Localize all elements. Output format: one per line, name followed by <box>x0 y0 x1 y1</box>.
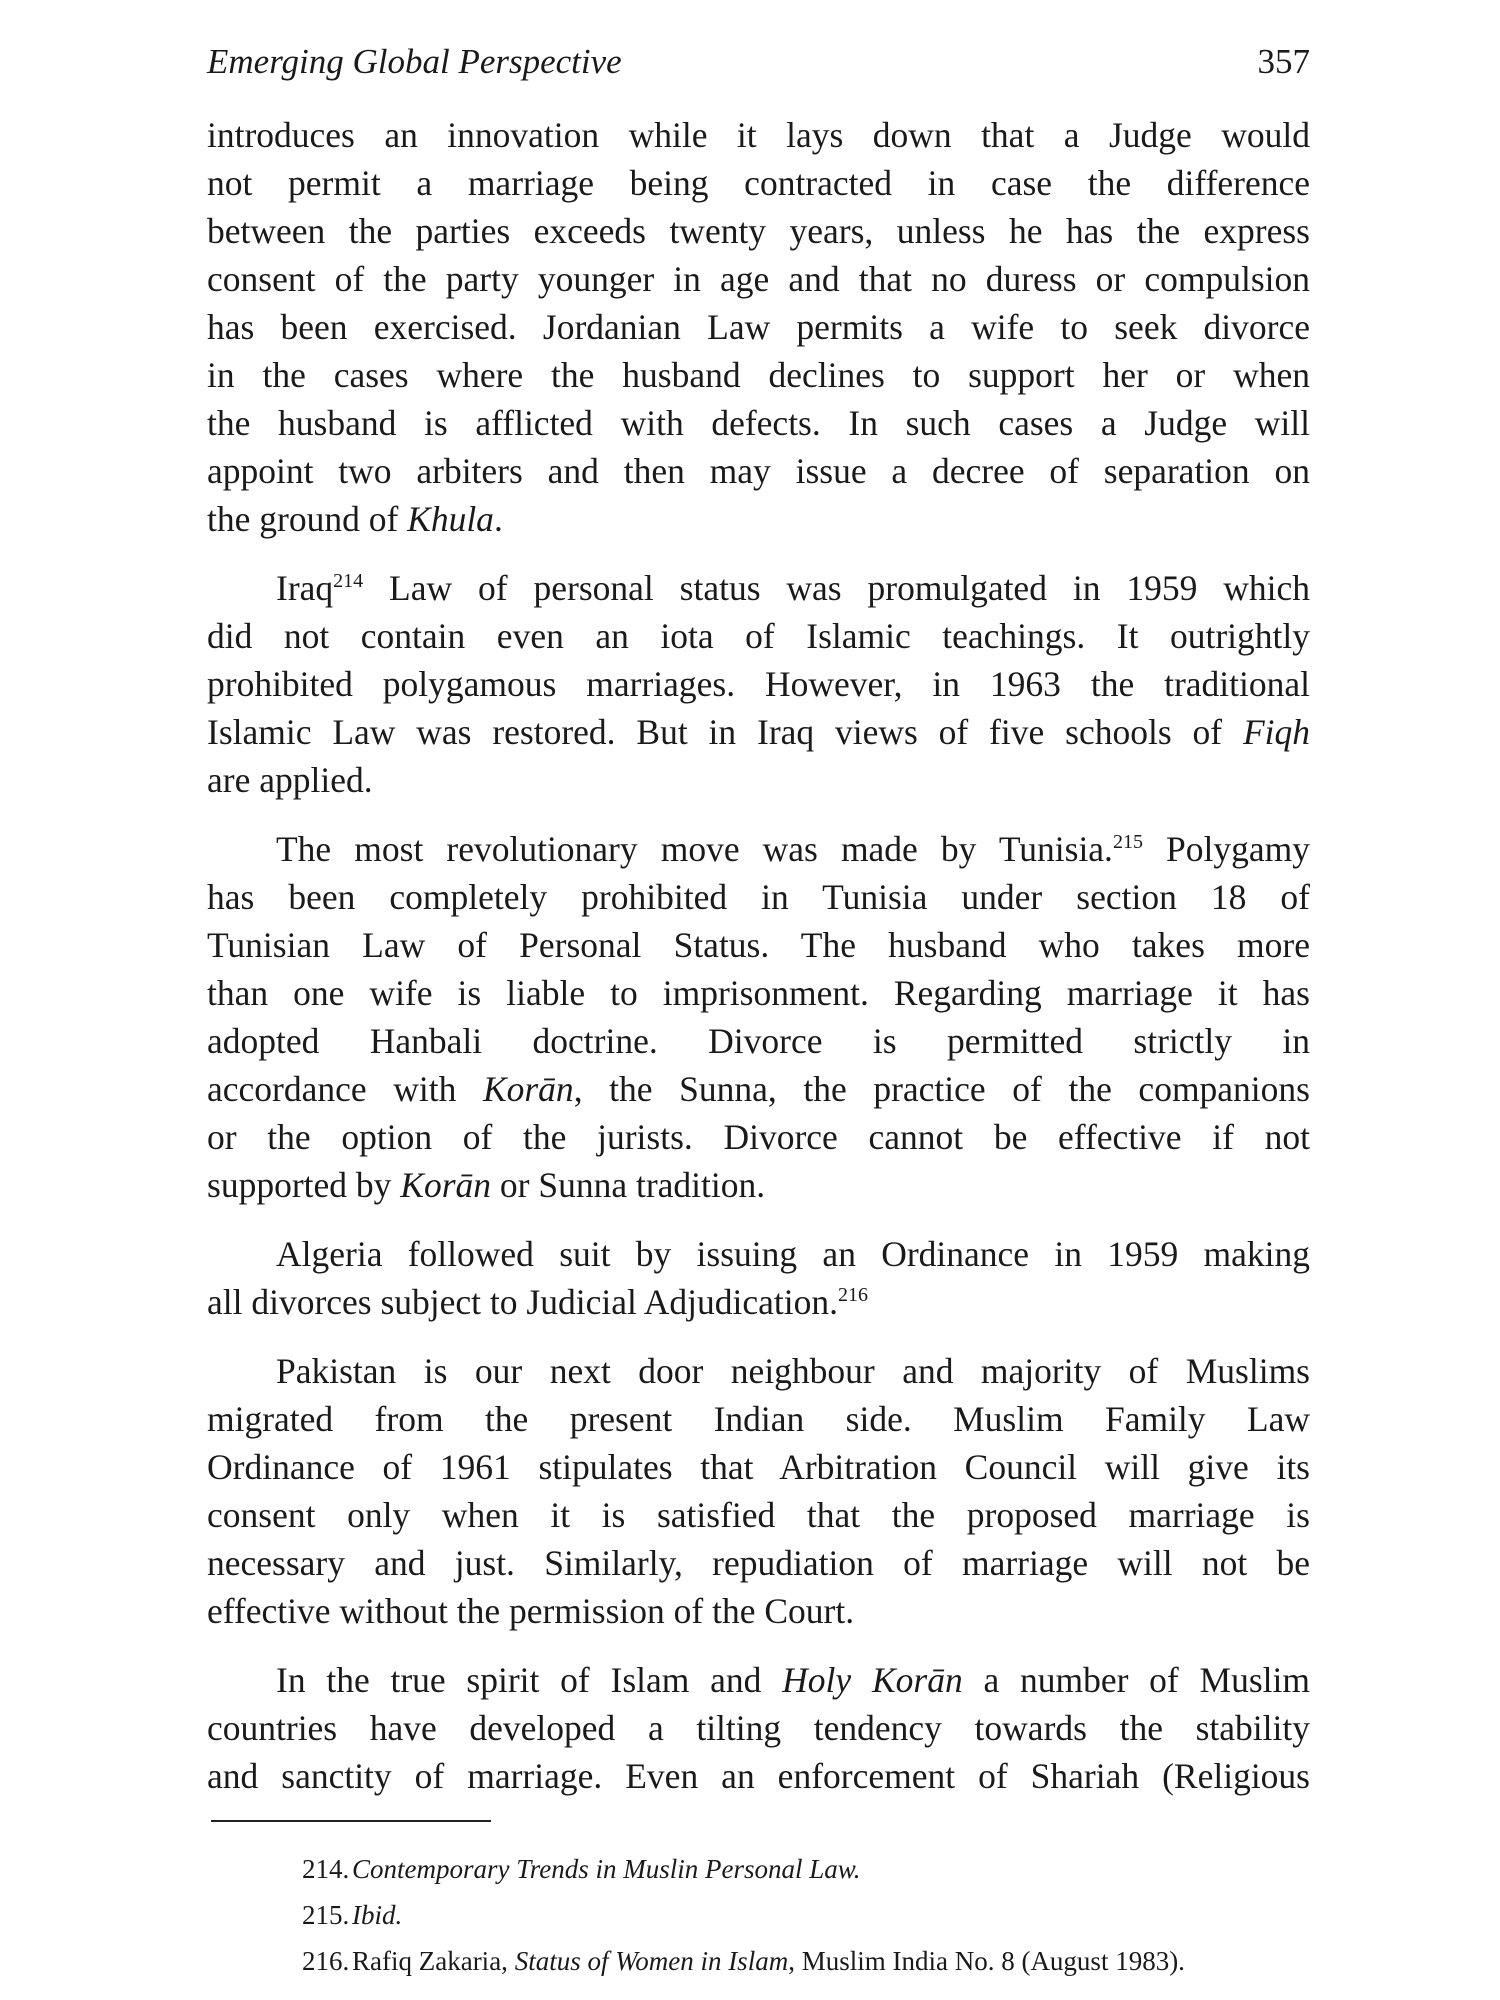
text-line <box>207 1395 1310 1443</box>
text-line <box>207 1278 1310 1326</box>
footnotes <box>302 1846 1185 1984</box>
footnote-number: 215. <box>302 1900 350 1930</box>
text-segment: migrated from the present Indian side. Muslim Family Law <box>207 1399 1310 1439</box>
paragraph <box>207 111 1310 543</box>
italic-text: Ibid. <box>352 1900 403 1930</box>
text-segment: the ground of <box>207 499 408 539</box>
footnote <box>302 1938 1185 1984</box>
text-segment: or Sunna tradition. <box>491 1165 766 1205</box>
footnote-rule <box>211 1820 491 1822</box>
text-line <box>207 495 1310 543</box>
italic-text: Korān <box>482 1069 574 1109</box>
text-line <box>207 1347 1310 1395</box>
text-line <box>207 1065 1310 1113</box>
text-segment: countries have developed a tilting tendency towards the stability <box>207 1708 1310 1748</box>
text-segment: between the parties exceeds twenty years, unless he has the express <box>207 211 1310 251</box>
text-segment: Iraq <box>276 568 334 608</box>
text-segment: Algeria followed suit by issuing an Ordinance in 1959 making <box>276 1234 1310 1274</box>
footnote-number: 214. <box>302 1854 350 1884</box>
italic-text: Contemporary Trends in Muslin Personal Law. <box>352 1854 861 1884</box>
page-number: 357 <box>1257 42 1310 81</box>
text-segment: , Muslim India No. 8 (August 1983). <box>788 1946 1185 1976</box>
text-line <box>207 1587 1310 1635</box>
text-segment: and sanctity of marriage. Even an enforcement of Shariah (Religious <box>207 1756 1310 1796</box>
text-line <box>207 207 1310 255</box>
text-segment: supported by <box>207 1165 401 1205</box>
text-segment: a number of Muslim <box>962 1660 1310 1700</box>
paragraph <box>207 1230 1310 1326</box>
text-line <box>207 111 1310 159</box>
text-line <box>207 660 1310 708</box>
paragraph <box>207 1656 1310 1800</box>
text-segment: consent only when it is satisfied that the proposed marriage is <box>207 1495 1310 1535</box>
text-line <box>207 1017 1310 1065</box>
body-text <box>207 111 1310 1821</box>
text-line <box>207 255 1310 303</box>
text-line <box>207 969 1310 1017</box>
text-segment: Pakistan is our next door neighbour and majority of Muslims <box>276 1351 1310 1391</box>
footnote-number: 216. <box>302 1946 350 1976</box>
text-line <box>207 447 1310 495</box>
text-line <box>207 921 1310 969</box>
text-segment: all divorces subject to Judicial Adjudication. <box>207 1282 838 1322</box>
text-line <box>207 1113 1310 1161</box>
text-segment: . <box>493 499 503 539</box>
text-line <box>207 303 1310 351</box>
text-line <box>207 1161 1310 1209</box>
text-line <box>207 1443 1310 1491</box>
italic-text: Status of Women in Islam <box>514 1946 789 1976</box>
running-header <box>207 42 1310 92</box>
footnote-reference: 216 <box>837 1284 868 1306</box>
text-segment: effective without the permission of the Court. <box>207 1591 855 1631</box>
text-segment: , the Sunna, the practice of the companions <box>573 1069 1310 1109</box>
text-segment: appoint two arbiters and then may issue a decree of separation on <box>207 451 1310 491</box>
text-segment: accordance with <box>207 1069 483 1109</box>
text-segment: did not contain even an iota of Islamic teachings. It outrightly <box>207 616 1310 656</box>
running-header-title: Emerging Global Perspective <box>207 42 622 81</box>
text-line <box>207 1491 1310 1539</box>
text-segment: Rafiq Zakaria, <box>352 1946 515 1976</box>
text-segment: than one wife is liable to imprisonment. Regarding marriage it has <box>207 973 1310 1013</box>
text-segment: has been exercised. Jordanian Law permits a wife to seek divorce <box>207 307 1310 347</box>
paragraph <box>207 564 1310 804</box>
text-line <box>207 612 1310 660</box>
text-segment: prohibited polygamous marriages. However, in 1963 the traditional <box>207 664 1310 704</box>
text-segment: are applied. <box>207 760 373 800</box>
text-segment: necessary and just. Similarly, repudiation of marriage will not be <box>207 1543 1310 1583</box>
footnote <box>302 1892 1185 1938</box>
text-segment: Polygamy <box>1142 829 1310 869</box>
text-segment: or the option of the jurists. Divorce cannot be effective if not <box>207 1117 1310 1157</box>
text-line <box>207 1704 1310 1752</box>
text-segment: not permit a marriage being contracted in case the difference <box>207 163 1310 203</box>
text-segment: Islamic Law was restored. But in Iraq views of five schools of <box>207 712 1243 752</box>
text-line <box>207 159 1310 207</box>
text-segment: adopted Hanbali doctrine. Divorce is permitted strictly in <box>207 1021 1310 1061</box>
footnote-reference: 215 <box>1112 831 1143 853</box>
text-segment: In the true spirit of Islam and <box>276 1660 783 1700</box>
text-segment: Law of personal status was promulgated in 1959 which <box>363 568 1310 608</box>
text-segment: Tunisian Law of Personal Status. The husband who takes more <box>207 925 1310 965</box>
text-line <box>207 708 1310 756</box>
footnote-reference: 214 <box>333 570 364 592</box>
text-line <box>207 1656 1310 1704</box>
text-segment: in the cases where the husband declines to support her or when <box>207 355 1310 395</box>
text-line <box>207 756 1310 804</box>
footnote <box>302 1846 1185 1892</box>
text-segment: has been completely prohibited in Tunisia under section 18 of <box>207 877 1310 917</box>
italic-text: Korān <box>400 1165 492 1205</box>
paragraph <box>207 825 1310 1209</box>
text-line <box>207 351 1310 399</box>
text-segment: The most revolutionary move was made by Tunisia. <box>276 829 1113 869</box>
text-line <box>207 1752 1310 1800</box>
text-segment: consent of the party younger in age and that no duress or compulsion <box>207 259 1310 299</box>
text-segment: Ordinance of 1961 stipulates that Arbitration Council will give its <box>207 1447 1310 1487</box>
italic-text: Fiqh <box>1242 712 1310 752</box>
text-segment: introduces an innovation while it lays down that a Judge would <box>207 115 1310 155</box>
italic-text: Holy Korān <box>782 1660 963 1700</box>
text-line <box>207 564 1310 612</box>
text-segment: the husband is afflicted with defects. In such cases a Judge will <box>207 403 1310 443</box>
paragraph <box>207 1347 1310 1635</box>
italic-text: Khula <box>407 499 494 539</box>
text-line <box>207 1539 1310 1587</box>
text-line <box>207 825 1310 873</box>
text-line <box>207 399 1310 447</box>
text-line <box>207 873 1310 921</box>
text-line <box>207 1230 1310 1278</box>
